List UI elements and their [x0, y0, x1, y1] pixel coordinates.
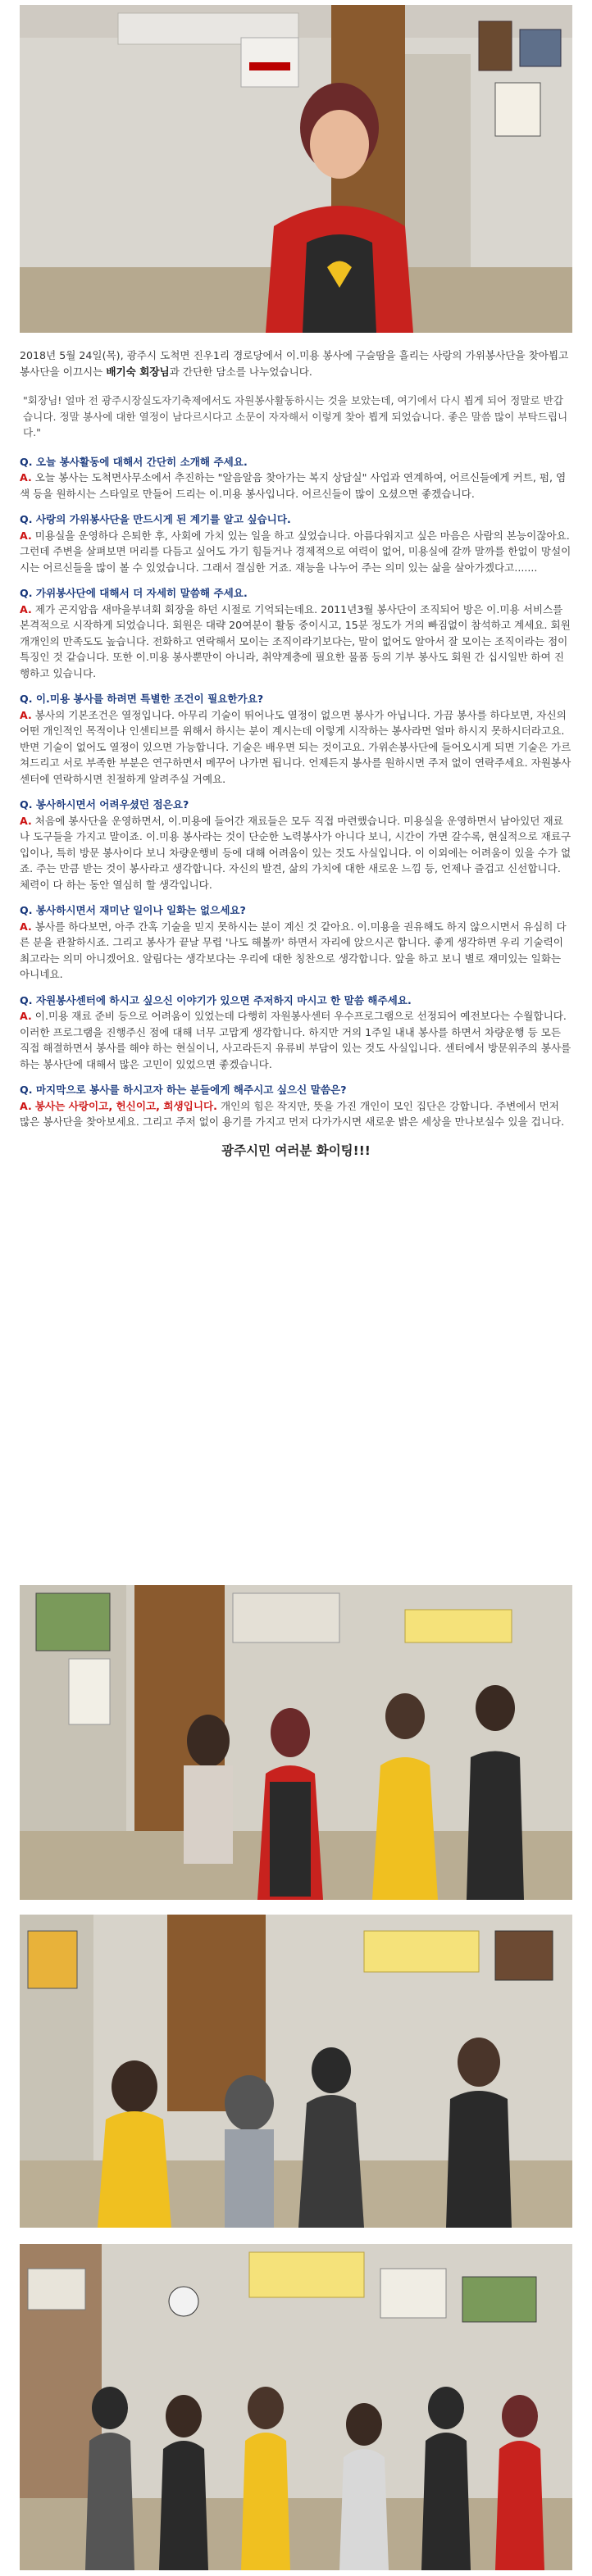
question: Q. 가위봉사단에 대해서 더 자세히 말씀해 주세요. — [20, 587, 248, 599]
answer-marker: A. — [20, 602, 32, 616]
qa-block-1 — [20, 454, 572, 502]
question: Q. 이.미용 봉사를 하려면 특별한 조건이 필요한가요? — [20, 693, 264, 705]
answer — [20, 707, 572, 788]
answer-marker: A. — [20, 1010, 32, 1022]
answer — [20, 1098, 572, 1130]
qa-block-7 — [20, 993, 572, 1073]
answer — [20, 528, 572, 576]
intro-name: 배기숙 회장님 — [106, 365, 170, 378]
qa-block-8 — [20, 1082, 572, 1130]
intro-section — [20, 348, 572, 441]
answer-text: 이.미용 재료 준비 등으로 어려움이 있었는데 다행히 자원봉사센터 우수프로그램으로 선정되어 예전보다는 수월합니다. 이러한 프로그램을 진행주신 점에 대해 너무 고맙게 생각합니다. 하지만 거의 1주일 내내 봉사를 하면서 차량운행 등 모든 직접 해결하면서 봉사를 해야 하는 현실이니, 사고라든지 유류비 부담이 있는 것도 사실입니다. 센터에서 방문위주의 봉사를 하는 봉사단에 대해서 많은 고민이 있었으면 좋겠습니다. — [20, 1010, 572, 1070]
answer-text: 봉사의 기본조건은 열정입니다. 아무리 기술이 뛰어나도 열정이 없으면 봉사가 아닙니다. 가끔 봉사를 하다보면, 자신의 어떤 개인적인 목적이나 인센티브를 위해서 하시는 분이 계시는데 이렇게 시작하는 봉사라면 얼마 하시지 못하시더라고요. 반면 기술이 없어도 열정이 있으면 가능합니다. 기술은 배우면 되는 것이고요. 가위손봉사단에 들어오시게 되면 기술은 가르쳐드리고 서로 부족한 부분은 연구하면서 메꾸어 나가면 됩니다. 언제든지 봉사를 원하시면 주저 없이 연락주세요. 자원봉사센터에 연락하시면 친절하게 알려주실 거예요. — [20, 708, 572, 785]
intro-text-a: 2018년 5월 24일(목), 광주시 도척면 진우1리 경로당에서 이.미용 봉사에 구슬땀을 흘리는 사랑의 가위봉사단을 찾아뵙고 봉사단을 이끄시는 — [20, 349, 569, 378]
qa-block-4 — [20, 691, 572, 787]
qa-block-6 — [20, 902, 572, 983]
photo-group-2 — [20, 1915, 572, 2228]
photo-group-1-image — [20, 1585, 572, 1900]
answer-text: 오늘 봉사는 도척면사무소에서 추진하는 "알음알음 찾아가는 복지 상담실" 사업과 연계하여, 어르신들에게 커트, 펌, 염색 등을 원하시는 스타일로 만들어 드리는 이.미용 봉사입니다. 어르신들이 많이 오셨으면 좋겠습니다. — [20, 471, 567, 500]
answer-marker: A. — [20, 814, 32, 827]
answer-marker: A. — [20, 920, 32, 933]
photo-group-3-image — [20, 2244, 572, 2570]
question: Q. 사랑의 가위봉사단을 만드시게 된 계기를 알고 싶습니다. — [20, 513, 291, 525]
photo-group-1 — [20, 1585, 572, 1900]
answer-marker: A. — [20, 529, 32, 542]
question: Q. 봉사하시면서 어려우셨던 점은요? — [20, 798, 189, 811]
answer — [20, 919, 572, 983]
photo-group-3 — [20, 2244, 572, 2570]
closing-cheer: 광주시민 여러분 화이팅!!! — [221, 1143, 371, 1158]
intro-paragraph — [20, 348, 572, 379]
answer-marker: A. — [20, 1099, 32, 1112]
answer-highlight: 봉사는 사랑이고, 헌신이고, 희생입니다. — [34, 1099, 217, 1112]
answer-marker: A. — [20, 708, 32, 721]
intro-text-b: 과 간단한 담소를 나누었습니다. — [169, 365, 312, 378]
hero-photo — [20, 5, 572, 333]
answer — [20, 813, 572, 893]
qa-block-3 — [20, 585, 572, 681]
qa-block-2 — [20, 511, 572, 575]
answer-text: 처음에 봉사단을 운영하면서, 이.미용에 들어간 재료들은 모두 직접 마련했습니다. 미용실을 운영하면서 남아있던 재료나 도구들을 가지고 말이죠. 이.미용 봉사라는 것이 단순한 노력봉사가 아니다 보니, 시간이 가면 갈수록, 현실적으로 재료구입이나, 특히 방문 봉사이다 보니 차량운행비 등에 대해 어려움이 있는 것도 사실입니다. 이 이외에는 어려움이 있을 수가 없죠. 주는 만큼 받는 것이 봉사라고 생각합니다. 자신의 발견, 삶의 가치에 대한 새로운 느낌 등, 언제나 즐겁고 신선합니다. 체력이 다 하는 동안 열심히 할 생각입니다. — [20, 814, 572, 891]
question: Q. 마지막으로 봉사를 하시고자 하는 분들에게 해주시고 싶으신 말씀은? — [20, 1084, 347, 1096]
answer-text: 개인의 힘은 작지만, 뜻을 가진 개인이 모인 집단은 강합니다. 주변에서 먼저 많은 봉사단을 찾아보세요. 그리고 주저 없이 용기를 가지고 먼저 다가가시면 새로운 밝은 세상을 만나보실수 있을 겁니다. — [20, 1099, 565, 1128]
answer — [20, 1008, 572, 1072]
answer-marker: A. — [20, 471, 32, 484]
question: Q. 오늘 봉사활동에 대해서 간단히 소개해 주세요. — [20, 455, 248, 468]
answer — [20, 602, 572, 682]
hero-photo-image — [20, 5, 572, 333]
answer — [20, 470, 572, 502]
qa-block-5 — [20, 797, 572, 893]
question: Q. 자원봉사센터에 하시고 싶으신 이야기가 있으면 주저하지 마시고 한 말씀 해주세요. — [20, 993, 412, 1006]
article-body — [20, 348, 572, 1159]
answer-text: 봉사를 하다보면, 아주 간혹 기술을 믿지 못하시는 분이 계신 것 같아요. 이.미용을 권유해도 하지 않으시면서 유심히 다른 분을 관찰하시죠. 그리고 봉사가 끝날 무렵 '나도 해볼까' 하면서 자리에 앉으시곤 합니다. 좋게 생각하면 우리 기술력이 최고라는 의미 아니겠어요. 알림다는 생각보다는 우리에 대한 칭찬으로 생각합니다. 앞을 하고 보니 별로 재미있는 일화는 아니네요. — [20, 920, 567, 980]
answer-text: 제가 곤지암읍 새마을부녀회 회장을 하던 시절로 기억되는데요. 2011년3월 봉사단이 조직되어 방은 이.미용 서비스를 본격적으로 시작하게 되었습니다. 회원은 대략 20여분이 활동 중이시고, 15분 정도가 거의 빠짐없이 참석하고 계세요. 회원 개개인의 만족도도 높습니다. 전화하고 연락해서 모이는 조직이라기보다는, 말이 없어도 알아서 잘 모이는 조직이라는 점이 특징인 것 같습니다. 또한 이.미용 봉사뿐만이 아니라, 취약계층에 필요한 물품 등의 기부 봉사도 회원 간 십시일반 하여 진행하고 있습니다. — [20, 602, 571, 679]
answer-text: 미용실을 운영하다 은퇴한 후, 사회에 가치 있는 일을 하고 싶었습니다. 아름다워지고 싶은 마음은 사람의 본능이잖아요. 그런데 주변을 살펴보면 머리를 다듬고 싶어도 가기 힘들거나 경제적으로 여력이 없어, 미용실에 갈까 말까를 한없이 망설이시는 어르신들을 많이 볼 수 있었습니다. 그래서 결심한 거죠. 재능을 나누어 주는 의미 있는 삶을 살아가겠다고....... — [20, 529, 572, 574]
intro-quote: "회장님! 얼마 전 광주시장실도자기축제에서도 자원봉사활동하시는 것을 보았는데, 여기에서 다시 뵙게 되어 정말로 반갑습니다. 정말 봉사에 대한 열정이 남다르시다고 소문이 자자해서 이렇게 찾아 뵙게 되었습니다. 좋은 말씀 많이 부탁드립니다." — [23, 394, 568, 438]
question: Q. 봉사하시면서 재미난 일이나 일화는 없으세요? — [20, 904, 246, 916]
photo-group-2-image — [20, 1915, 572, 2228]
